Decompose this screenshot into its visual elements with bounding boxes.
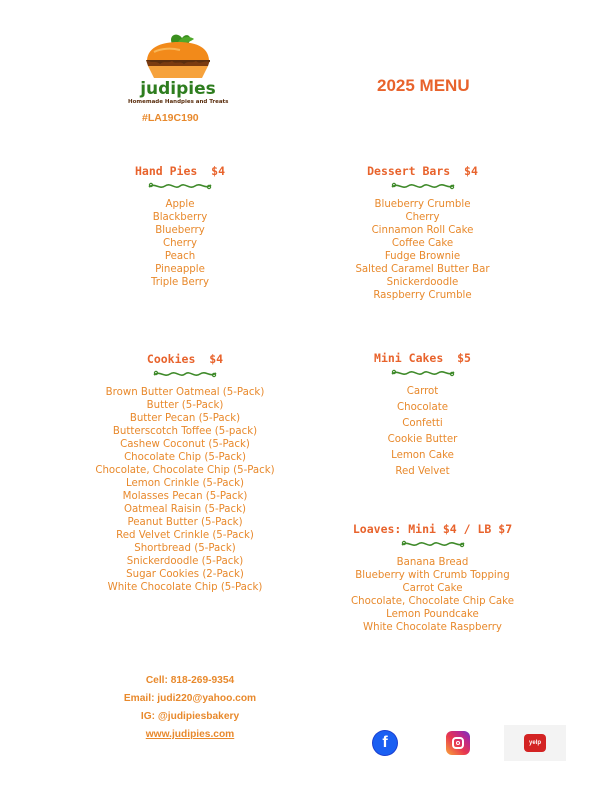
menu-item: Banana Bread [396, 557, 469, 568]
contact-instagram: IG: @judipiesbakery [140, 711, 240, 722]
menu-item: Confetti [402, 418, 443, 430]
facebook-glyph: f [382, 734, 388, 751]
menu-item: Blueberry with Crumb Topping [355, 570, 510, 581]
menu-item: Red Velvet [395, 466, 450, 478]
menu-item: Brown Butter Oatmeal (5-Pack) [105, 387, 265, 398]
yelp-icon[interactable] [524, 734, 546, 752]
menu-item: Snickerdoodle [386, 277, 459, 288]
menu-item: Butterscotch Toffee (5-pack) [112, 426, 258, 437]
section-cookies [80, 352, 290, 594]
menu-item: Shortbread (5-Pack) [134, 543, 236, 554]
yelp-glyph: yelp [528, 740, 541, 746]
menu-item: Lemon Crinkle (5-Pack) [126, 478, 244, 489]
menu-item: Cherry [405, 212, 440, 223]
menu-item: Cashew Coconut (5-Pack) [120, 439, 250, 450]
section-heading: Hand Pies $4 [134, 164, 225, 178]
menu-item: Oatmeal Raisin (5-Pack) [123, 504, 247, 515]
section-heading: Mini Cakes $5 [374, 351, 471, 365]
brand-name: judipies [140, 79, 216, 99]
menu-item: Molasses Pecan (5-Pack) [122, 491, 248, 502]
menu-item: Blackberry [152, 212, 208, 223]
menu-item: Butter (5-Pack) [146, 400, 224, 411]
menu-item: Sugar Cookies (2-Pack) [126, 569, 244, 580]
section-dessert-bars [345, 164, 500, 302]
menu-item: Peach [164, 251, 196, 262]
menu-item: Raspberry Crumble [373, 290, 472, 301]
menu-item: Triple Berry [150, 277, 210, 288]
brand-logo [128, 30, 228, 105]
section-heading: Loaves: Mini $4 / LB $7 [352, 522, 513, 536]
menu-item: Salted Caramel Butter Bar [355, 264, 490, 275]
menu-item: Snickerdoodle (5-Pack) [126, 556, 244, 567]
menu-item: Red Velvet Crinkle (5-Pack) [116, 530, 254, 541]
swirl-divider-icon [390, 181, 456, 191]
section-mini-cakes [355, 351, 490, 482]
menu-item: Cinnamon Roll Cake [371, 225, 474, 236]
menu-item: Pineapple [155, 264, 205, 275]
swirl-divider-icon [393, 539, 473, 549]
menu-item: White Chocolate Chip (5-Pack) [107, 582, 263, 593]
menu-item: Chocolate, Chocolate Chip Cake [351, 596, 514, 607]
section-heading: Cookies $4 [146, 352, 224, 366]
item-list [345, 198, 500, 302]
swirl-divider-icon [152, 369, 218, 379]
section-heading: Dessert Bars $4 [367, 164, 478, 178]
menu-item: Carrot Cake [402, 583, 463, 594]
menu-item: Lemon Cake [391, 450, 454, 462]
menu-item: Chocolate [397, 402, 448, 414]
facebook-icon[interactable] [373, 731, 397, 755]
menu-item: Chocolate Chip (5-Pack) [124, 452, 246, 463]
menu-item: Chocolate, Chocolate Chip (5-Pack) [95, 465, 275, 476]
section-hand-pies [110, 164, 250, 289]
website-link[interactable]: www.judipies.com [145, 729, 235, 740]
menu-item: Peanut Butter (5-Pack) [127, 517, 243, 528]
item-list [355, 385, 490, 480]
menu-item: Cookie Butter [387, 434, 458, 446]
brand-tagline: Homemade Handpies and Treats [128, 99, 229, 105]
menu-item: Cherry [162, 238, 198, 249]
menu-title: 2025 MENU [377, 76, 470, 95]
item-list [340, 556, 525, 634]
swirl-divider-icon [147, 181, 213, 191]
menu-item: Butter Pecan (5-Pack) [129, 413, 241, 424]
item-list [110, 198, 250, 289]
menu-item: White Chocolate Raspberry [363, 622, 502, 633]
menu-item: Lemon Poundcake [386, 609, 479, 620]
menu-item: Carrot [406, 386, 439, 397]
contact-cell: Cell: 818-269-9354 [145, 675, 235, 686]
menu-item: Blueberry [155, 225, 205, 236]
contact-email[interactable]: Email: judi220@yahoo.com [123, 693, 257, 704]
menu-item: Blueberry Crumble [374, 199, 471, 210]
instagram-icon[interactable] [446, 731, 470, 755]
swirl-divider-icon [390, 368, 456, 378]
menu-item: Coffee Cake [391, 238, 454, 249]
yelp-icon-container [504, 725, 566, 761]
pie-logo-icon [142, 30, 214, 82]
contact-info [110, 672, 270, 744]
camera-glyph-icon [452, 737, 464, 749]
section-loaves [340, 522, 525, 634]
license-number: #LA19C190 [142, 112, 199, 124]
item-list [80, 386, 290, 594]
menu-item: Fudge Brownie [384, 251, 461, 262]
menu-item: Apple [165, 199, 195, 210]
